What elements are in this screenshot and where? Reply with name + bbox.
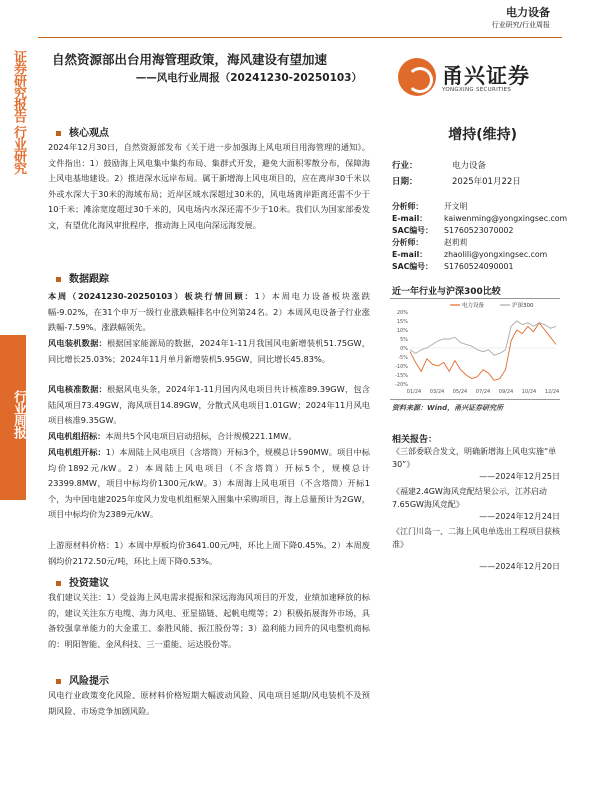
chart-bottom-rule (390, 399, 560, 400)
x-tick-label: 05/24 (452, 389, 468, 395)
x-tick-label: 01/24 (406, 389, 422, 395)
section-square-icon (56, 581, 61, 586)
section-heading-core: 核心观点 (56, 124, 109, 139)
x-tick-label: 09/24 (498, 389, 514, 395)
y-tick-label: 0% (400, 345, 408, 352)
header-category: 电力设备 (506, 6, 550, 19)
analyst-1-name-row: 分析师： 开文明 (392, 202, 468, 211)
analyst-1-email-row: E-mail： kaiwenming@yongxingsec.com (392, 214, 568, 223)
analyst-2-name-row: 分析师： 赵莉莉 (392, 238, 468, 247)
material-paragraph: 上游原材料价格：1）本周中厚板均价3641.00元/吨，环比上周下降0.45%。2）本周废钢均价2172.50元/吨，环比上周下降0.53%。 (48, 540, 370, 566)
section-heading-invest: 投资建议 (56, 574, 109, 589)
sidebar-block-text: 行业周报 (11, 390, 26, 438)
series-line (410, 321, 556, 355)
install-paragraph: 风电装机数据：根据国家能源局的数据，2024年1-11月我国风电新增装机51.75GW，同比增长25.03%；2024年11月单月新增装机5.95GW，同比增长45.83%。 (48, 338, 370, 364)
chart-source: 资料来源：Wind，甬兴证券研究所 (392, 404, 504, 412)
date-row: 日期： 2025年01月22日 (392, 177, 521, 187)
report-headline: 自然资源部出台用海管理政策，海风建设有望加速 (52, 52, 328, 67)
chart-top-rule (390, 298, 560, 299)
y-tick-label: -20% (395, 381, 408, 388)
open-paragraph: 风电机组开标：1）本周陆上风电项目（含塔筒）开标3个，规模总计590MW。项目中标均价1892元/kW。2）本周陆上风电项目（不含塔筒）开标5个，规模总计23399.8MW，项目中标均价1300元/kW。3）本周海上风电项目（不含塔筒）开标1个，为中国电建2025年度风力发电机组框架入围集中采购项目，海上总量预计为2GW，项目中标均价为2389元/kW。 (48, 447, 370, 519)
report-subline: ——风电行业周报（20241230-20250103） (135, 72, 362, 84)
company-logo (398, 58, 548, 100)
comparison-chart (390, 300, 560, 396)
analyst-2-email[interactable]: zhaolili@yongxingsec.com (444, 250, 548, 259)
approval-paragraph: 风电核准数据：根据风电头条，2024年1-11月国内风电项目共计核准89.39GW，包含陆风项目73.49GW，海风项目14.89GW，分散式风电项目1.01GW；2024年11月风电项目核准9.35GW。 (48, 384, 370, 425)
related-title: 相关报告： (392, 435, 438, 445)
logo-english-name: YONGXING SECURITIES (442, 87, 512, 93)
analyst-1-email[interactable]: kaiwenming@yongxingsec.com (444, 214, 568, 223)
y-tick-label: 15% (396, 318, 408, 325)
related-item[interactable]: 《三部委联合发文，明确新增海上风电实施“单30”》 (392, 447, 557, 469)
sidebar-block (0, 335, 26, 500)
y-tick-label: -15% (395, 372, 408, 379)
related-item[interactable]: 《江门川岛一、二海上风电单选出工程项目获核准》 (392, 527, 560, 549)
related-item-date: ——2024年12月25日 (479, 472, 560, 481)
weekly-paragraph: 本周（20241230-20250103）板块行情回顾：1）本周电力设备板块涨跌幅-9.02%，在31个申万一级行业涨跌幅排名中位列第24名。2）本周风电设备子行业涨跌幅-7.59%。涨跌幅领先。 (48, 291, 370, 332)
date-value: 2025年01月22日 (452, 177, 521, 187)
industry-value: 电力设备 (452, 161, 487, 171)
y-tick-label: 5% (400, 336, 408, 343)
page-header (0, 0, 600, 40)
y-tick-label: -10% (395, 363, 408, 370)
logo-mark-icon (398, 58, 436, 96)
legend-label: 沪深300 (512, 303, 534, 309)
chart-title: 近一年行业与沪深300比较 (392, 287, 501, 297)
header-subcategory: 行业研究/行业周报 (491, 21, 550, 29)
industry-row: 行业： 电力设备 (392, 161, 487, 171)
x-tick-label: 10/24 (521, 389, 537, 395)
analyst-2-sac-row: SAC编号： S1760524090001 (392, 262, 514, 271)
logo-name: 甬兴证券 (442, 64, 530, 88)
section-square-icon (56, 679, 61, 684)
invest-paragraph: 我们建议关注：1）受益海上风电需求提振和深远海海风项目的开发，业绩加速释放的标的，建议关注东方电缆、海力风电、亚星锚链、起帆电缆等；2）积极拓展海外市场，具备较强拿单能力的大金重工、泰胜风能、振江股份等；3）盈利能力回升的风电整机商标的：明阳智能、金风科技、三一重能、运达股份等。 (48, 592, 370, 649)
rating-badge: 增持(维持) (448, 127, 517, 143)
core-paragraph: 2024年12月30日，自然资源部发布《关于进一步加强海上风电项目用海管理的通知》。文件指出：1）鼓励海上风电集中集约布局、集群式开发，避免大面积零散分布，保障海上风电基地建设。2）推进深水远岸布局。属于新增海上风电项目的，应在离岸30千米以外或水深大于30米的海域布局；近岸区域水深超过30米的，风电场离岸距离还需不少于10千米；滩涂宽度超过30千米的，风电场内水深还需不少于10米。我们认为国家部委发文，有望优化海风审批程序，推动海上风电向深远海发展。 (48, 142, 370, 230)
header-divider (38, 37, 562, 38)
section-heading-data: 数据跟踪 (56, 270, 109, 285)
y-tick-label: 10% (396, 327, 408, 334)
related-item-date: ——2024年12月20日 (479, 562, 560, 571)
section-square-icon (56, 131, 61, 136)
section-heading-risk: 风险提示 (56, 672, 109, 687)
related-item-date: ——2024年12月24日 (479, 512, 560, 521)
analyst-1-sac-row: SAC编号： S1760523070002 (392, 226, 514, 235)
y-tick-label: -5% (398, 354, 408, 361)
x-tick-label: 07/24 (475, 389, 491, 395)
risk-paragraph: 风电行业政策变化风险、原材料价格短期大幅波动风险、风电项目延期/风电装机不及预期风险、市场竞争加剧风险。 (48, 690, 370, 716)
bid-paragraph: 风电机组招标：本周共5个风电项目启动招标，合计规模221.1MW。 (48, 431, 297, 441)
analyst-2-email-row: E-mail： zhaolili@yongxingsec.com (392, 250, 548, 259)
x-tick-label: 12/24 (544, 389, 560, 395)
related-item[interactable]: 《福建2.4GW海风竞配结果公示，江苏启动7.65GW海风竞配》 (392, 487, 547, 509)
section-square-icon (56, 277, 61, 282)
x-tick-label: 03/24 (429, 389, 445, 395)
sidebar (0, 50, 26, 800)
sidebar-top-text: 证券研究报告 行业研究 (11, 50, 26, 174)
y-tick-label: 20% (396, 309, 408, 316)
legend-label: 电力设备 (462, 303, 485, 309)
